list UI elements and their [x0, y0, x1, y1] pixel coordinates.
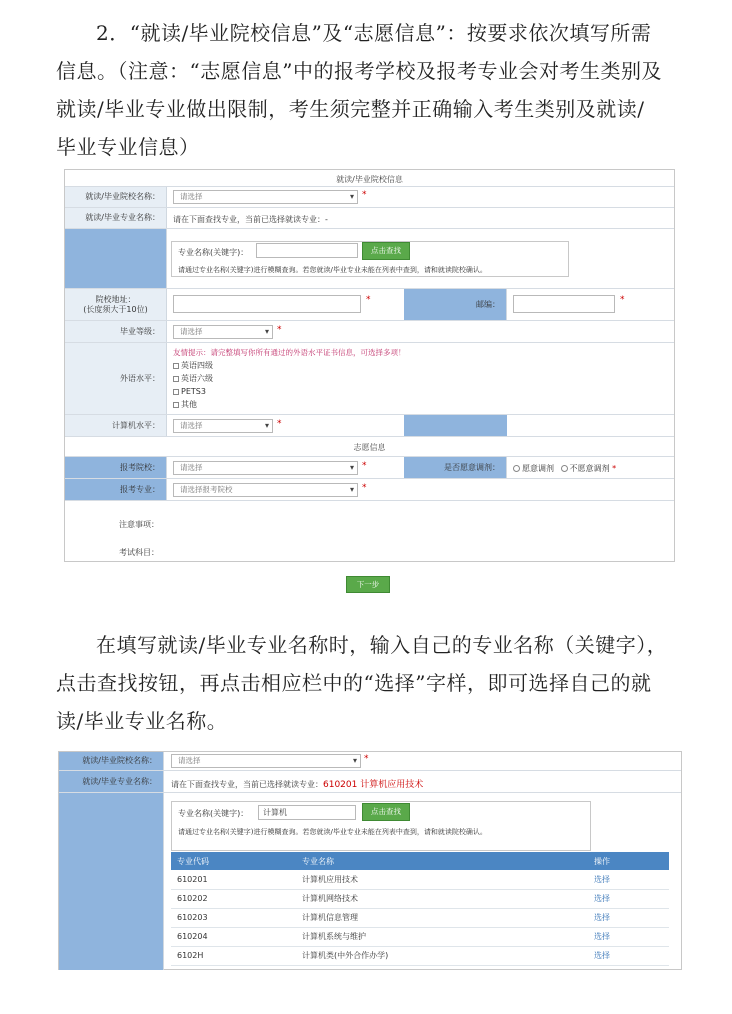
search-input[interactable]: 计算机	[258, 805, 356, 820]
cell-name: 计算机应用技术	[296, 870, 588, 889]
header-name: 专业名称	[296, 852, 588, 870]
lang-option-pets3[interactable]: PETS3	[173, 385, 213, 398]
school-name-row	[65, 187, 674, 208]
apply-school-row	[65, 457, 674, 479]
major-result-table	[171, 852, 669, 966]
major-search-box	[171, 241, 569, 277]
school-name-select[interactable]: 请选择 ▾	[173, 190, 358, 204]
table-header-row	[171, 852, 669, 870]
table-row	[171, 889, 669, 908]
search-label: 专业名称(关键字)：	[178, 248, 249, 257]
computer-row-blue-cell	[404, 415, 507, 436]
para1-line2: 信息。（注意：“志愿信息”中的报考学校及报考专业会对考生类别及	[56, 59, 662, 83]
grade-select[interactable]: 请选择 ▾	[173, 325, 273, 339]
required-star: *	[362, 461, 367, 471]
para1-line3: 就读/毕业专业做出限制，考生须完整并正确输入考生类别及就读/	[56, 97, 645, 121]
search-tip: 请通过专业名称(关键字)进行模糊查询。若您就读/毕业专业未能在列表中查到，请和就读院校确认。	[178, 828, 487, 836]
required-star: *	[620, 295, 625, 305]
cell-code: 610202	[171, 889, 296, 908]
search-box	[171, 801, 591, 851]
checkbox[interactable]	[173, 402, 179, 408]
cell-name: 计算机网络技术	[296, 889, 588, 908]
select-link[interactable]: 选择	[588, 946, 669, 965]
required-star: *	[362, 190, 367, 200]
computer-label: 计算机水平：	[65, 415, 167, 436]
wish-header-row	[65, 437, 674, 457]
major-name-row	[65, 208, 674, 229]
grade-label: 毕业等级：	[65, 321, 167, 342]
required-star: *	[362, 483, 367, 493]
section-title-school: 就读/毕业院校信息	[336, 175, 403, 184]
required-star: *	[366, 295, 371, 305]
computer-row	[65, 415, 674, 437]
para2-line3: 读/毕业专业名称。	[56, 709, 228, 733]
major-name-row	[59, 771, 681, 793]
language-label: 外语水平：	[65, 343, 167, 414]
address-row	[65, 289, 674, 321]
checkbox[interactable]	[173, 363, 179, 369]
search-label-cell	[59, 793, 164, 970]
grade-row	[65, 321, 674, 343]
apply-school-select[interactable]: 请选择 ▾	[173, 461, 358, 475]
cell-name: 计算机信息管理	[296, 908, 588, 927]
apply-major-select[interactable]: 请选择报考院校 ▾	[173, 483, 358, 497]
required-star: *	[364, 754, 369, 764]
school-name-row	[59, 752, 681, 771]
radio-adjust-yes[interactable]	[513, 465, 520, 472]
section-title-wish: 志愿信息	[353, 443, 386, 452]
select-link[interactable]: 选择	[588, 870, 669, 889]
para1-line4: 毕业专业信息）	[56, 135, 200, 159]
cell-code: 610204	[171, 927, 296, 946]
adjust-label: 是否愿意调剂：	[404, 457, 507, 478]
zip-label: 邮编：	[404, 289, 507, 320]
para1-line1: 2．“就读/毕业院校信息”及“志愿信息”：按要求依次填写所需	[96, 21, 652, 45]
select-link[interactable]: 选择	[588, 908, 669, 927]
apply-major-row	[65, 479, 674, 501]
para2-line2: 点击查找按钮，再点击相应栏中的“选择”字样，即可选择自己的就	[56, 671, 652, 695]
para2-line1: 在填写就读/毕业专业名称时，输入自己的专业名称（关键字），	[96, 633, 668, 657]
cell-code: 6102H	[171, 946, 296, 965]
adjust-options: 愿意调剂 不愿意调剂 *	[513, 463, 616, 474]
header-op: 操作	[588, 852, 669, 870]
search-tip: 请通过专业名称(关键字)进行模糊查询。若您就读/毕业专业未能在列表中查到，请和就读院校确认。	[178, 266, 487, 274]
cell-code: 610201	[171, 870, 296, 889]
table-row	[171, 908, 669, 927]
search-input[interactable]	[256, 243, 358, 258]
major-search-row	[65, 229, 674, 289]
major-name-label: 就读/毕业专业名称：	[59, 771, 164, 792]
radio-adjust-no[interactable]	[561, 465, 568, 472]
selected-major: 610201 计算机应用技术	[323, 780, 424, 790]
major-hint-text: 请在下面查找专业，当前已选择就读专业：-	[173, 215, 328, 224]
school-name-select[interactable]: 请选择 ▾	[171, 754, 361, 768]
major-name-label: 就读/毕业专业名称：	[65, 208, 167, 228]
address-label: 院校地址：	[95, 294, 136, 304]
search-button[interactable]: 点击查找	[362, 803, 410, 821]
cell-name: 计算机系统与维护	[296, 927, 588, 946]
required-star: *	[277, 325, 282, 335]
major-search-label-cell	[65, 229, 167, 288]
zip-input[interactable]	[513, 295, 615, 313]
address-input[interactable]	[173, 295, 361, 313]
search-button[interactable]: 点击查找	[362, 242, 410, 260]
search-result-row	[59, 793, 681, 970]
school-info-form-screenshot	[64, 169, 675, 562]
language-row	[65, 343, 674, 415]
address-note: (长度须大于10位)	[83, 304, 148, 314]
header-code: 专业代码	[171, 852, 296, 870]
next-step-button[interactable]: 下一步	[346, 576, 390, 593]
school-name-label: 就读/毕业院校名称：	[65, 187, 167, 207]
apply-major-label: 报考专业：	[65, 479, 167, 500]
form-header-row	[65, 170, 674, 187]
lang-option-cet4[interactable]: 英语四级	[173, 359, 213, 372]
notes-row	[65, 501, 674, 562]
major-hint-text: 请在下面查找专业，当前已选择就读专业：610201 计算机应用技术	[171, 780, 424, 790]
apply-school-label: 报考院校：	[65, 457, 167, 478]
checkbox[interactable]	[173, 376, 179, 382]
lang-option-cet6[interactable]: 英语六级	[173, 372, 213, 385]
subjects-label: 考试科目：	[119, 548, 159, 557]
required-star: *	[277, 419, 282, 429]
select-link[interactable]: 选择	[588, 889, 669, 908]
school-name-label: 就读/毕业院校名称：	[59, 752, 164, 770]
select-link[interactable]: 选择	[588, 927, 669, 946]
notes-label: 注意事项：	[119, 520, 159, 529]
instruction-paragraph-1	[56, 14, 696, 166]
language-options	[173, 359, 213, 411]
table-row	[171, 946, 669, 965]
address-label-cell	[65, 289, 167, 320]
cell-name: 计算机类(中外合作办学)	[296, 946, 588, 965]
instruction-paragraph-2	[56, 626, 696, 740]
major-search-screenshot	[58, 751, 682, 970]
computer-select[interactable]: 请选择 ▾	[173, 419, 273, 433]
table-row	[171, 870, 669, 889]
language-tip: 友情提示：请完整填写你所有通过的外语水平证书信息，可选择多项！	[173, 348, 406, 357]
search-label: 专业名称(关键字)：	[178, 809, 249, 818]
checkbox[interactable]	[173, 389, 179, 395]
lang-option-other[interactable]: 其他	[173, 398, 213, 411]
cell-code: 610203	[171, 908, 296, 927]
table-row	[171, 927, 669, 946]
